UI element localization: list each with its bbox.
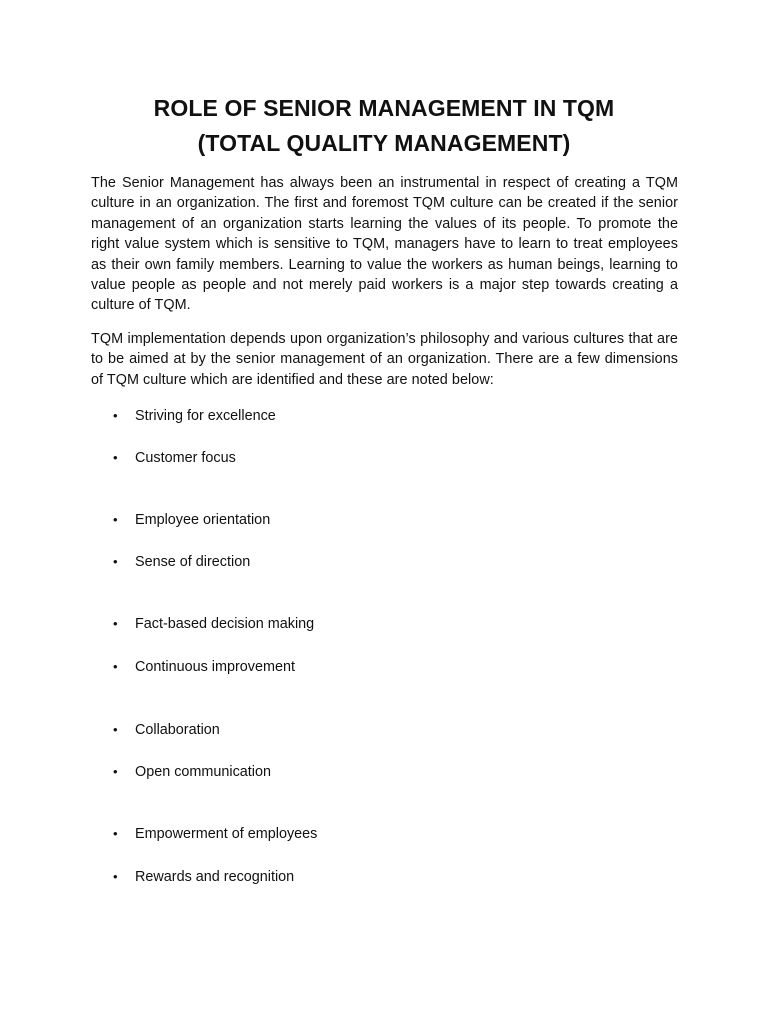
list-item bbox=[113, 447, 673, 469]
list-item bbox=[113, 823, 673, 845]
bullet-icon: • bbox=[113, 764, 118, 779]
list-item-text: Empowerment of employees bbox=[135, 826, 318, 842]
list-item-text: Employee orientation bbox=[135, 512, 271, 528]
bullet-icon: • bbox=[113, 512, 118, 527]
bullet-icon: • bbox=[113, 869, 118, 884]
list-item bbox=[113, 761, 673, 783]
bullet-icon: • bbox=[113, 659, 118, 674]
list-item bbox=[113, 613, 673, 635]
bullet-icon: • bbox=[113, 554, 118, 569]
list-item-text: Collaboration bbox=[135, 722, 220, 738]
bullet-icon: • bbox=[113, 826, 118, 841]
bullet-icon: • bbox=[113, 408, 118, 423]
list-item-text: Continuous improvement bbox=[135, 659, 295, 675]
list-item-text: Rewards and recognition bbox=[135, 869, 295, 885]
list-item bbox=[113, 509, 673, 531]
bullet-icon: • bbox=[113, 616, 118, 631]
list-item-text: Fact-based decision making bbox=[135, 616, 315, 632]
list-item-text: Sense of direction bbox=[135, 554, 251, 570]
page-title-line-2: (TOTAL QUALITY MANAGEMENT) bbox=[197, 130, 571, 156]
list-item bbox=[113, 656, 673, 678]
list-item bbox=[113, 719, 673, 741]
list-item bbox=[113, 405, 673, 427]
bullet-icon: • bbox=[113, 450, 118, 465]
bullet-icon: • bbox=[113, 722, 118, 737]
list-item-text: Striving for excellence bbox=[135, 408, 276, 424]
intro-paragraph: The Senior Management has always been an instrumental in respect of creating a TQM culture in an organization. The first and foremost TQM culture can be created if the senior management of an organization starts learning the values of its people. To promote the right value system which is sensitive to TQM, managers have to learn to treat employees as their own family members. Learning to value the workers as human beings, learning to value people as people and not merely paid workers is a major step towards creating a culture of TQM. bbox=[91, 175, 678, 314]
implementation-paragraph: TQM implementation depends upon organization’s philosophy and various cultures that are to be aimed at by the senior management of an organization. There are a few dimensions of TQM culture which are identified and these are noted below: bbox=[91, 331, 678, 388]
list-item bbox=[113, 866, 673, 888]
page-title-line-1: ROLE OF SENIOR MANAGEMENT IN TQM bbox=[153, 95, 615, 121]
list-item-text: Open communication bbox=[135, 764, 271, 780]
list-item-text: Customer focus bbox=[135, 450, 236, 466]
list-item bbox=[113, 551, 673, 573]
